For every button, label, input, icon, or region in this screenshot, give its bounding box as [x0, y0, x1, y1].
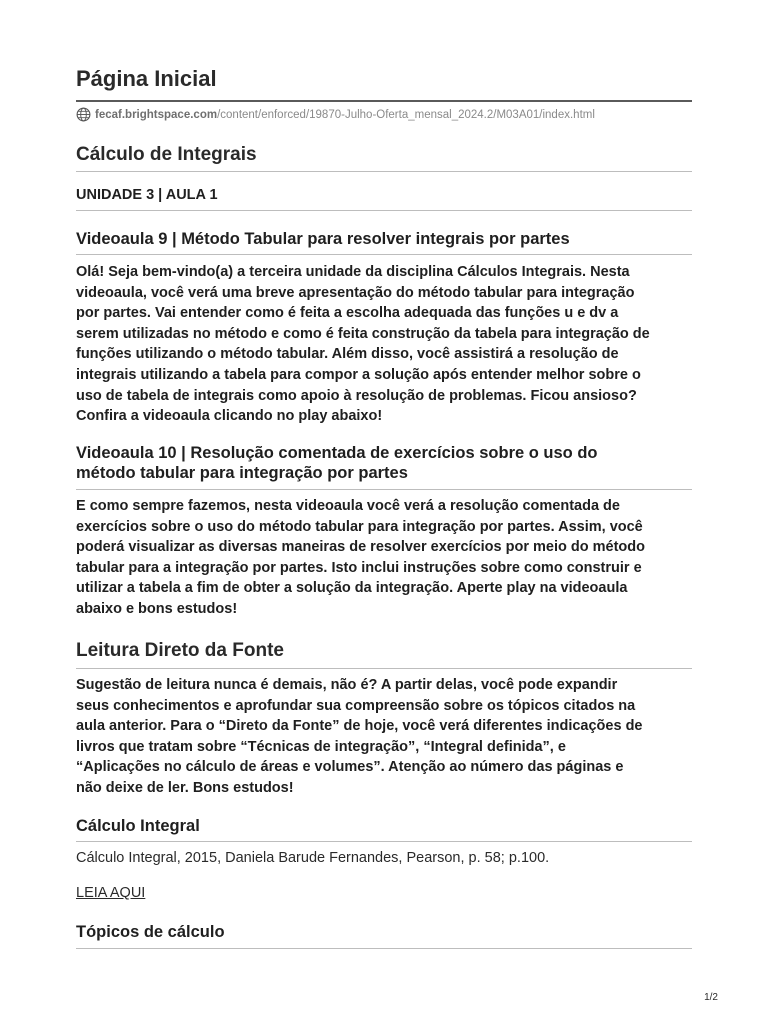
video9-line: integrais utilizando a tabela para compor a solução após entender melhor sobre o — [76, 366, 641, 383]
video9-line: por partes. Vai entender como é feita a escolha adequada das funções u e dv a — [76, 305, 619, 322]
video9-line: serem utilizadas no método e como é feita construção da tabela para integração de — [76, 325, 650, 342]
video10-line: utilizar a tabela a fim de obter a solução da integração. Aperte play na videoaula — [76, 580, 628, 597]
book-reference: Cálculo Integral, 2015, Daniela Barude Fernandes, Pearson, p. 58; p.100. — [76, 850, 550, 866]
globe-icon — [76, 107, 91, 122]
topicos-heading — [76, 922, 692, 949]
video10-line: E como sempre fazemos, nesta videoaula você verá a resolução comentada de — [76, 498, 620, 514]
video10-line: exercícios sobre o uso do método tabular para integração por partes. Assim, você — [76, 518, 643, 535]
leitura-heading — [76, 640, 692, 669]
leitura-line: livros que tratam sobre “Técnicas de integração”, “Integral definida”, e — [76, 738, 566, 755]
video9-heading — [76, 229, 692, 255]
unit-label-text: UNIDADE 3 | AULA 1 — [76, 187, 218, 203]
leia-aqui-link[interactable]: LEIA AQUI — [76, 885, 146, 901]
video9-line: Confira a videoaula clicando no play abaixo! — [76, 408, 383, 425]
video10-heading — [76, 443, 692, 490]
calculo-integral-heading-text: Cálculo Integral — [76, 817, 200, 835]
video9-line: uso de tabela de integrais como apoio à resolução de problemas. Ficou ansioso? — [76, 387, 637, 404]
video9-line: videoaula, você verá uma breve apresentação do método tabular para integração — [76, 284, 635, 301]
url-domain: fecaf.brightspace.com — [95, 108, 218, 121]
leitura-line: aula anterior. Para o “Direto da Fonte” de hoje, você verá diferentes indicações de — [76, 718, 643, 735]
page-number: 1/2 — [704, 992, 718, 1003]
leitura-line: Sugestão de leitura nunca é demais, não é? A partir delas, você pode expandir — [76, 677, 618, 693]
video9-line: funções utilizando o método tabular. Além disso, você assistirá a resolução de — [76, 346, 619, 363]
course-title-text: Cálculo de Integrais — [76, 144, 257, 165]
video10-heading-line: Videoaula 10 | Resolução comentada de exercícios sobre o uso do — [76, 444, 598, 462]
leitura-description — [76, 675, 692, 799]
course-title — [76, 144, 692, 172]
page-title: Página Inicial — [76, 66, 217, 91]
source-url[interactable] — [76, 107, 595, 122]
video10-heading-line: método tabular para integração por partes — [76, 464, 408, 482]
unit-label — [76, 187, 692, 211]
calculo-integral-heading — [76, 816, 692, 842]
video10-description — [76, 496, 692, 620]
video10-line: poderá visualizar as diversas maneiras de resolver exercícios por meio do método — [76, 539, 645, 556]
video10-line: tabular para a integração por partes. Isto inclui instruções sobre como construir e — [76, 559, 642, 576]
video10-line: abaixo e bons estudos! — [76, 600, 238, 617]
title-divider — [76, 100, 692, 102]
video9-heading-text: Videoaula 9 | Método Tabular para resolver integrais por partes — [76, 230, 570, 248]
url-path: /content/enforced/19870-Julho-Oferta_mensal_2024.2/M03A01/index.html — [217, 108, 595, 121]
leitura-heading-text: Leitura Direto da Fonte — [76, 640, 284, 661]
topicos-heading-text: Tópicos de cálculo — [76, 923, 225, 941]
video9-line: Olá! Seja bem-vindo(a) a terceira unidade da disciplina Cálculos Integrais. Nesta — [76, 264, 630, 280]
leitura-line: não deixe de ler. Bons estudos! — [76, 779, 294, 796]
video9-description — [76, 262, 692, 427]
leitura-line: “Aplicações no cálculo de áreas e volumes”. Atenção ao número das páginas e — [76, 759, 624, 776]
leitura-line: seus conhecimentos e aprofundar sua compreensão sobre os tópicos citados na — [76, 697, 636, 714]
